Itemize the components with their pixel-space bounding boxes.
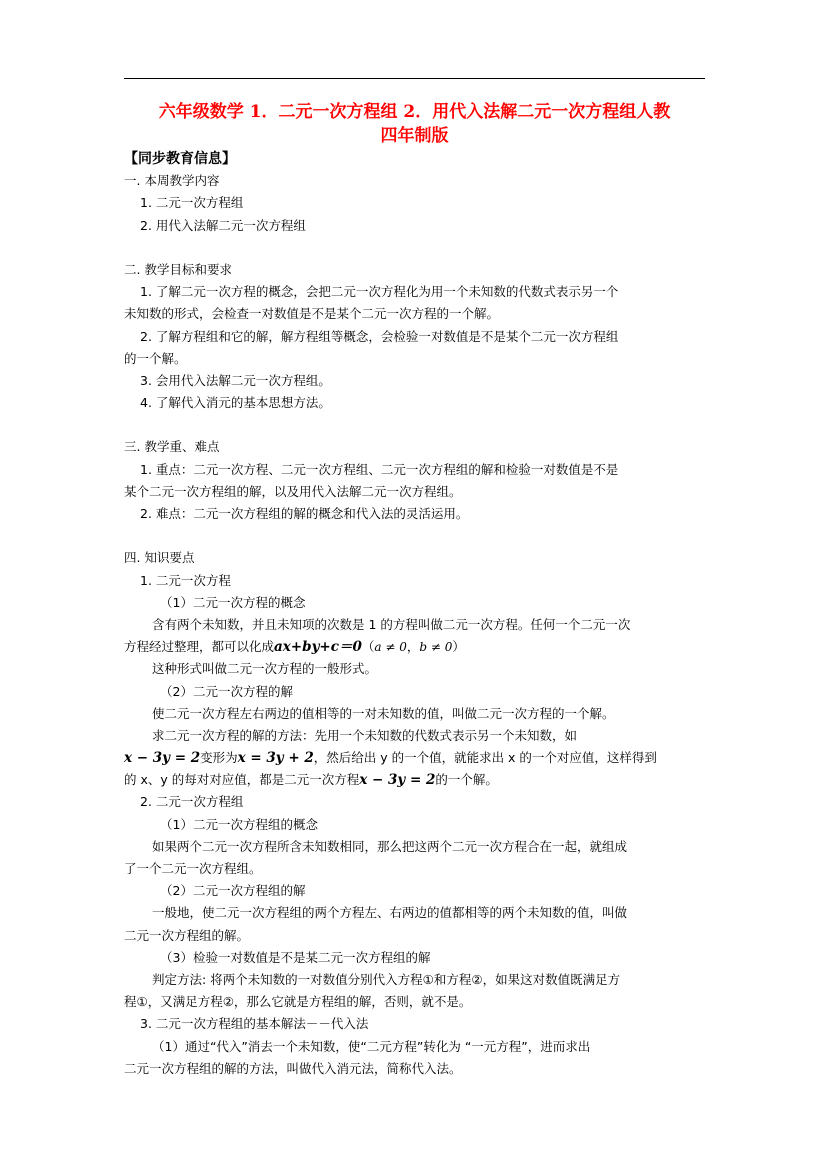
- point-1-heading: 1. 二元一次方程: [140, 572, 231, 588]
- point-2-sub-2: （2）二元一次方程组的解: [160, 883, 306, 899]
- equation-formula: x − 3y = 2: [359, 772, 436, 789]
- point-3-sub-1-text-b: 二元一次方程组的解的方法，叫做代入消元法，简称代入法。: [124, 1060, 462, 1076]
- section-3-item-1a: 1. 重点：二元一次方程、二元一次方程组、二元一次方程组的解和检验一对数值是不是: [140, 461, 619, 477]
- point-2-sub-1-text-b: 了一个二元一次方程组。: [124, 861, 262, 876]
- text-span: 的 x、y 的每对对应值，都是二元一次方程: [124, 772, 360, 788]
- point-1-sub-1-text-a: 含有两个未知数，并且未知项的次数是 1 的方程叫做二元一次方程。任何一个二元一次: [152, 616, 631, 632]
- section-header: 【同步教育信息】: [124, 151, 236, 167]
- section-1-item-1: 1. 二元一次方程组: [140, 195, 244, 211]
- condition-a: a ≠ 0: [374, 640, 407, 655]
- section-2-item-1b: 未知数的形式，会检查一对数值是不是某个二元一次方程的一个解。: [124, 306, 500, 322]
- point-1-sub-2-text-c: [124, 747, 706, 769]
- document-title: [124, 100, 705, 148]
- point-1-sub-2: （2）二元一次方程的解: [160, 683, 293, 699]
- point-2-heading: 2. 二元一次方程组: [140, 794, 244, 810]
- point-2-sub-3-text-a: 判定方法: 将两个未知数的一对数值分别代入方程①和方程②，如果这对数值既满足方: [152, 971, 621, 987]
- point-2-sub-3: （3）检验一对数值是不是某二元一次方程组的解: [160, 949, 431, 965]
- section-2-item-4: 4. 了解代入消元的基本思想方法。: [140, 395, 331, 411]
- point-3-heading: 3. 二元一次方程组的基本解法－－代入法: [140, 1016, 369, 1032]
- title-line-2: 四年制版: [380, 126, 449, 146]
- section-2-heading: 二. 教学目标和要求: [124, 261, 232, 277]
- separator: ，: [406, 639, 420, 655]
- point-1-sub-2-text-b: 求二元一次方程的解的方法：先用一个未知数的代数式表示另一个未知数，如: [152, 727, 578, 743]
- point-1-sub-2-text-d: [124, 769, 706, 791]
- point-3-sub-1-text-a: （1）通过“代入”消去一个未知数，使“二元方程”转化为 “一元方程”，进而求出: [152, 1038, 591, 1054]
- transformed-formula: x = 3y + 2: [237, 750, 314, 767]
- section-3-item-2: 2. 难点：二元一次方程组的解的概念和代入法的灵活运用。: [140, 506, 469, 521]
- point-2-sub-2-text-a: 一般地，使二元一次方程组的两个方程左、右两边的值都相等的两个未知数的值，叫做: [152, 905, 628, 921]
- equation-formula: x − 3y = 2: [124, 750, 201, 767]
- point-2-sub-3-text-b: 程①，又满足方程②，那么它就是方程组的解，否则，就不是。: [124, 994, 472, 1010]
- section-3-heading: 三. 教学重、难点: [124, 439, 220, 455]
- paren-left: （: [361, 639, 375, 655]
- point-2-sub-1: （1）二元一次方程组的概念: [160, 816, 318, 832]
- section-2-item-3: 3. 会用代入法解二元一次方程组。: [140, 372, 331, 388]
- point-2-sub-2-text-b: 二元一次方程组的解。: [124, 927, 250, 943]
- text-span: 方程经过整理，都可以化成: [124, 639, 275, 655]
- point-1-sub-1-text-c: 这种形式叫做二元一次方程的一般形式。: [152, 661, 378, 677]
- section-3-item-1b: 某个二元一次方程组的解，以及用代入法解二元一次方程组。: [124, 483, 462, 499]
- section-2-item-1a: 1. 了解二元一次方程的概念，会把二元一次方程化为用一个未知数的代数式表示另一个: [140, 284, 619, 300]
- point-1-sub-1: （1）二元一次方程的概念: [160, 594, 306, 610]
- paren-right: ）: [452, 639, 465, 655]
- section-2-item-2a: 2. 了解方程组和它的解，解方程组等概念，会检验一对数值是不是某个二元一次方程组: [140, 328, 619, 344]
- document-body: [124, 148, 706, 1080]
- section-1-item-2: 2. 用代入法解二元一次方程组: [140, 217, 306, 233]
- section-1-heading: 一. 本周教学内容: [124, 173, 220, 189]
- title-line-1: 六年级数学 1．二元一次方程组 2．用代入法解二元一次方程组人教: [158, 102, 671, 122]
- header-rule: [124, 78, 705, 79]
- text-span: ，然后给出 y 的一个值，就能求出 x 的一个对应值，这样得到: [313, 750, 657, 766]
- point-2-sub-1-text-a: 如果两个二元一次方程所含未知数相同，那么把这两个二元一次方程合在一起，就组成: [152, 838, 628, 854]
- text-span: 的一个解。: [435, 772, 498, 788]
- section-2-item-2b: 的一个解。: [124, 350, 187, 366]
- point-1-sub-1-text-b: [124, 636, 706, 658]
- general-form-formula: ax+by+c＝0: [274, 639, 362, 656]
- section-4-heading: 四. 知识要点: [124, 550, 195, 566]
- text-span: 变形为: [200, 750, 238, 766]
- point-1-sub-2-text-a: 使二元一次方程左右两边的值相等的一对未知数的值，叫做二元一次方程的一个解。: [152, 705, 615, 721]
- condition-b: b ≠ 0: [419, 640, 453, 655]
